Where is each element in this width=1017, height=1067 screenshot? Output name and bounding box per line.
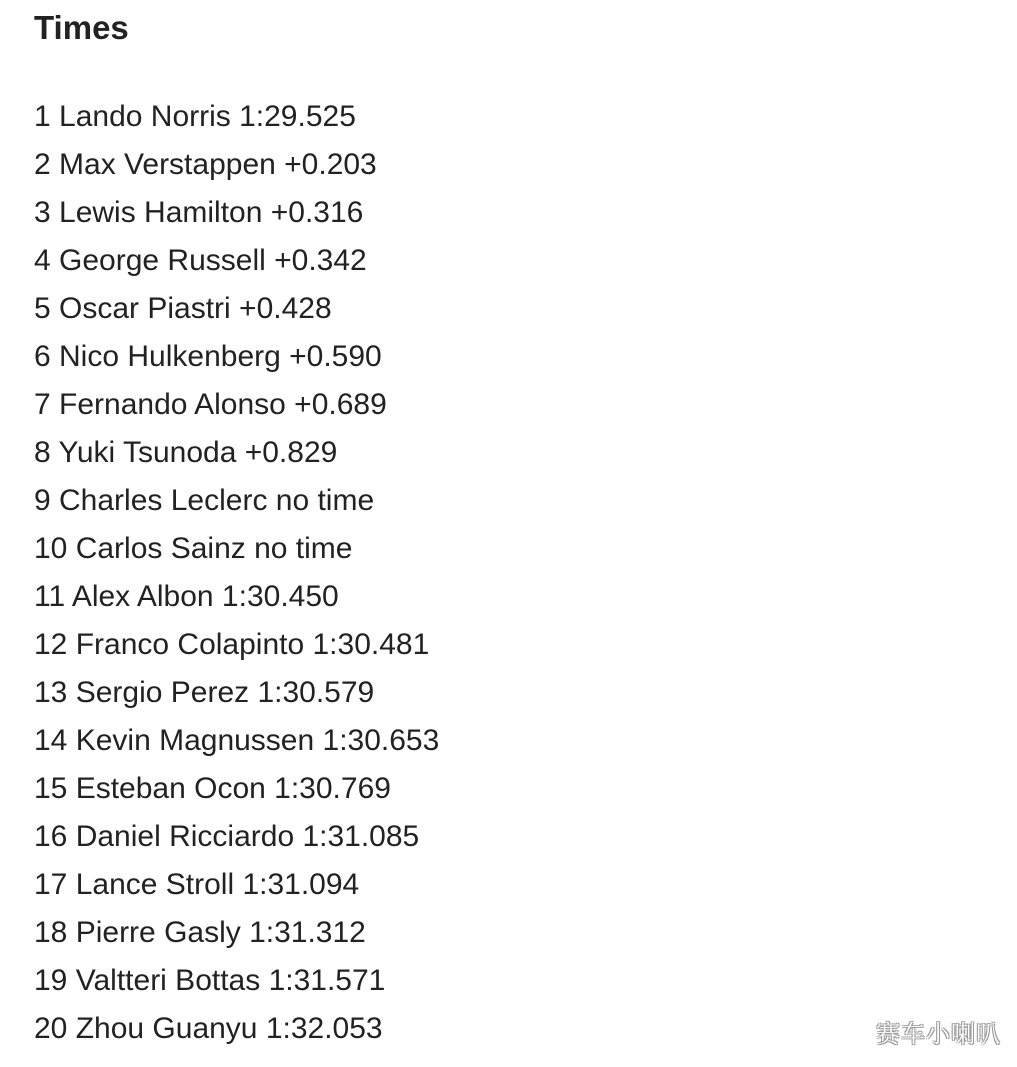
result-row: 17 Lance Stroll 1:31.094 [34, 868, 360, 901]
result-row: 10 Carlos Sainz no time [34, 532, 353, 565]
watermark: 赛车小喇叭 [876, 1020, 1001, 1048]
result-row: 20 Zhou Guanyu 1:32.053 [34, 1012, 383, 1045]
result-row: 14 Kevin Magnussen 1:30.653 [34, 724, 440, 757]
result-row: 7 Fernando Alonso +0.689 [34, 388, 387, 421]
result-row: 5 Oscar Piastri +0.428 [34, 292, 332, 325]
result-row: 11 Alex Albon 1:30.450 [34, 580, 339, 613]
article-content [34, 6, 997, 1053]
result-row: 2 Max Verstappen +0.203 [34, 148, 377, 181]
result-row: 9 Charles Leclerc no time [34, 484, 375, 517]
results-list [34, 93, 997, 1053]
result-row: 15 Esteban Ocon 1:30.769 [34, 772, 391, 805]
result-row: 19 Valtteri Bottas 1:31.571 [34, 964, 386, 997]
result-row: 3 Lewis Hamilton +0.316 [34, 196, 364, 229]
result-row: 12 Franco Colapinto 1:30.481 [34, 628, 430, 661]
result-row: 18 Pierre Gasly 1:31.312 [34, 916, 366, 949]
result-row: 6 Nico Hulkenberg +0.590 [34, 340, 382, 373]
result-row: 4 George Russell +0.342 [34, 244, 367, 277]
section-heading: Times [34, 9, 129, 46]
result-row: 1 Lando Norris 1:29.525 [34, 100, 356, 133]
result-row: 8 Yuki Tsunoda +0.829 [34, 436, 338, 469]
result-row: 13 Sergio Perez 1:30.579 [34, 676, 375, 709]
result-row: 16 Daniel Ricciardo 1:31.085 [34, 820, 420, 853]
